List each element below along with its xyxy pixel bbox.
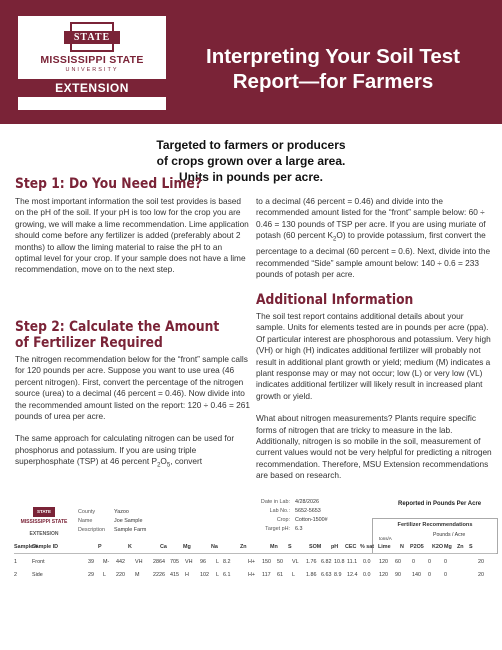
report-cell: 705 — [170, 559, 179, 565]
report-cell: 117 — [262, 572, 271, 578]
report-cell: 11.1 — [347, 559, 358, 565]
report-cell: Front — [32, 559, 45, 565]
report-cell: 50 — [277, 559, 283, 565]
sample-soil-report — [0, 495, 502, 615]
report-cell: 39 — [88, 559, 94, 565]
report-column-header: K2O — [432, 544, 444, 550]
report-cell: 1 — [14, 559, 17, 565]
report-cell: 12.4 — [347, 572, 358, 578]
report-cell: H+ — [248, 559, 256, 565]
report-column-header: Sample # — [14, 544, 38, 550]
report-cell: VH — [185, 559, 193, 565]
report-cell: 8.9 — [334, 572, 342, 578]
logo-extension: EXTENSION — [18, 79, 166, 97]
report-cell: 0 — [428, 559, 431, 565]
report-cell: 20 — [478, 559, 484, 565]
report-cell: 150 — [262, 559, 271, 565]
report-cell: 120 — [379, 572, 388, 578]
page-title: Interpreting Your Soil Test Report—for Farmers — [206, 45, 460, 93]
report-column-header: P2O5 — [410, 544, 424, 550]
report-cell: 102 — [200, 572, 209, 578]
report-cell: 0.0 — [363, 559, 371, 565]
report-column-header: CEC — [345, 544, 357, 550]
report-column-header: K — [128, 544, 132, 550]
report-column-header: Mg — [444, 544, 452, 550]
report-cell: 20 — [478, 572, 484, 578]
report-column-header: Zn — [240, 544, 247, 550]
report-cell: 2864 — [153, 559, 165, 565]
msu-extension-logo — [18, 16, 166, 110]
tagline-line: Targeted to farmers or producers — [156, 138, 346, 152]
report-cell: 0 — [444, 559, 447, 565]
additional-info-heading: Additional Information — [256, 292, 414, 308]
report-column-header: N — [400, 544, 404, 550]
report-cell: L — [216, 559, 219, 565]
report-cell: 2226 — [153, 572, 165, 578]
report-column-header: Na — [211, 544, 218, 550]
tagline-line: of crops grown over a large area. — [156, 154, 346, 168]
report-cell: L — [292, 572, 295, 578]
step2-section — [15, 354, 251, 483]
state-seal-icon: STATE — [33, 507, 55, 517]
report-cell: L — [103, 572, 106, 578]
report-column-header: Ca — [160, 544, 167, 550]
divider — [14, 553, 496, 554]
report-lab-info: Date in Lab: 4/28/2026 Lab No.: 5652-5653 Crop: Cotton-1500# Target pH: 6.3 — [260, 499, 328, 532]
fertilizer-recommendations-box: Fertilizer Recommendations Pounds / Acre tons/A — [372, 518, 498, 554]
report-cell: 8.2 — [223, 559, 231, 565]
report-column-header: Mg — [183, 544, 191, 550]
report-column-header: S — [469, 544, 473, 550]
report-column-header: pH — [331, 544, 339, 550]
state-seal-icon: STATE — [64, 22, 120, 52]
continued-paragraph: to a decimal (46 percent = 0.46) and divide into the recommended amount listed for the “front” sample below: 60 ÷ 0.46 = 130 pounds of TSP per acre. If you are using muriate of potash (60 percent $K_2O$) to provide potassium, first convert the percentage to a decimal (60 percent = 0.6). Next, divide into the recommended “Side” sample amount below: 140 ÷ 0.6 = 233 pounds of potash per acre. — [256, 196, 491, 280]
additional-info-paragraph: The soil test report contains additional details about your sample. Units for elements tested are in pounds per acre (ppa). Of particular interest are phosphorous and potassium. Very high (VH) or high (H) indicates additional fertilizer will probably not result in additional plant growth or yield; medium (M) indicates a plant response may or may not occur; low (L) or very low (VL) indicates additional fertilizer will likely result in increased plant growth or yield. — [256, 311, 491, 401]
right-column-continued — [256, 196, 492, 292]
report-column-header: Sample ID — [32, 544, 59, 550]
report-cell: 0 — [444, 572, 447, 578]
logo-university: UNIVERSITY — [65, 67, 119, 73]
logo-name: MISSISSIPPI STATE — [40, 54, 144, 66]
report-cell: 1.86 — [306, 572, 317, 578]
report-column-header: Mn — [270, 544, 278, 550]
report-cell: 6.1 — [223, 572, 231, 578]
report-cell: M- — [103, 559, 110, 565]
report-cell: 90 — [395, 572, 401, 578]
report-column-header: SOM — [309, 544, 322, 550]
additional-info-section — [256, 311, 492, 493]
report-column-header: P — [98, 544, 102, 550]
report-cell: 61 — [277, 572, 283, 578]
report-column-header: % sat — [360, 544, 375, 550]
report-cell: 442 — [116, 559, 125, 565]
step2-heading-line: Step 2: Calculate the Amount — [15, 319, 220, 335]
report-units-note: Reported in Pounds Per Acre — [398, 501, 482, 507]
report-column-header: S — [288, 544, 292, 550]
report-cell: 140 — [412, 572, 421, 578]
report-cell: 415 — [170, 572, 179, 578]
step2-paragraph: The nitrogen recommendation below for the “front” sample calls for 120 pounds per acre. Suppose you want to use urea (46 percent nitrogen). First, convert the percentage of the nitrogen source (urea) to a decimal (46 percent = 0.46). Now divide into the recommended amount listed on the report: 120 ÷ 0.46 = 261 pounds of urea per acre. — [15, 354, 250, 422]
step2-heading — [15, 319, 247, 351]
report-cell: H — [185, 572, 189, 578]
report-cell: 0.0 — [363, 572, 371, 578]
step2-paragraph: The same approach for calculating nitrogen can be used for phosphorus and potassium. If you are using triple superphosphate (TSP) at 46 percent $P_2O_5$, convert — [15, 433, 235, 469]
header-banner — [0, 0, 502, 124]
report-logo: STATE MISSISSIPPI STATE EXTENSION — [20, 509, 68, 537]
additional-info-paragraph: What about nitrogen measurements? Plants require specific forms of nitrogen that are tricky to measure in the lab. Additionally, nitrogen is so mobile in the soil, measurement of current values would not be very helpful for predicting a nitrogen recommendation. Therefore, MSU Extension recommendations are based on research. — [256, 413, 492, 481]
report-cell: 10.8 — [334, 559, 345, 565]
report-cell: 6.63 — [321, 572, 332, 578]
report-cell: 220 — [116, 572, 125, 578]
report-cell: VL — [292, 559, 299, 565]
report-cell: 29 — [88, 572, 94, 578]
step2-heading-line: of Fertilizer Required — [15, 335, 163, 351]
report-cell: 0 — [428, 572, 431, 578]
report-column-header: Lime — [378, 544, 391, 550]
step1-heading: Step 1: Do You Need Lime? — [15, 176, 202, 192]
report-cell: 1.76 — [306, 559, 317, 565]
report-cell: Side — [32, 572, 43, 578]
report-cell: L — [216, 572, 219, 578]
report-cell: 96 — [200, 559, 206, 565]
report-cell: 6.82 — [321, 559, 332, 565]
report-cell: VH — [135, 559, 143, 565]
tagline-line: Units in pounds per acre. — [178, 170, 324, 184]
report-cell: M — [135, 572, 140, 578]
report-column-header: Zn — [457, 544, 464, 550]
report-cell: H+ — [248, 572, 256, 578]
report-client-info: County Yazoo Name Joe Sample Description Sample Farm — [78, 509, 147, 533]
report-cell: 0 — [412, 559, 415, 565]
step1-body: The most important information the soil test provides is based on the pH of the soil. If your pH is too low for the crop you are growing, we will make a lime recommendation. Lime application should come before any fertilizer is added (preferably about 2 months) to allow the liming material to raise the pH to an optimal level for your crop. If your sample does not have a lime recommendation, move on to the next step. — [15, 196, 249, 275]
step1-section — [15, 196, 251, 287]
report-cell: 2 — [14, 572, 17, 578]
report-cell: 60 — [395, 559, 401, 565]
report-cell: 120 — [379, 559, 388, 565]
